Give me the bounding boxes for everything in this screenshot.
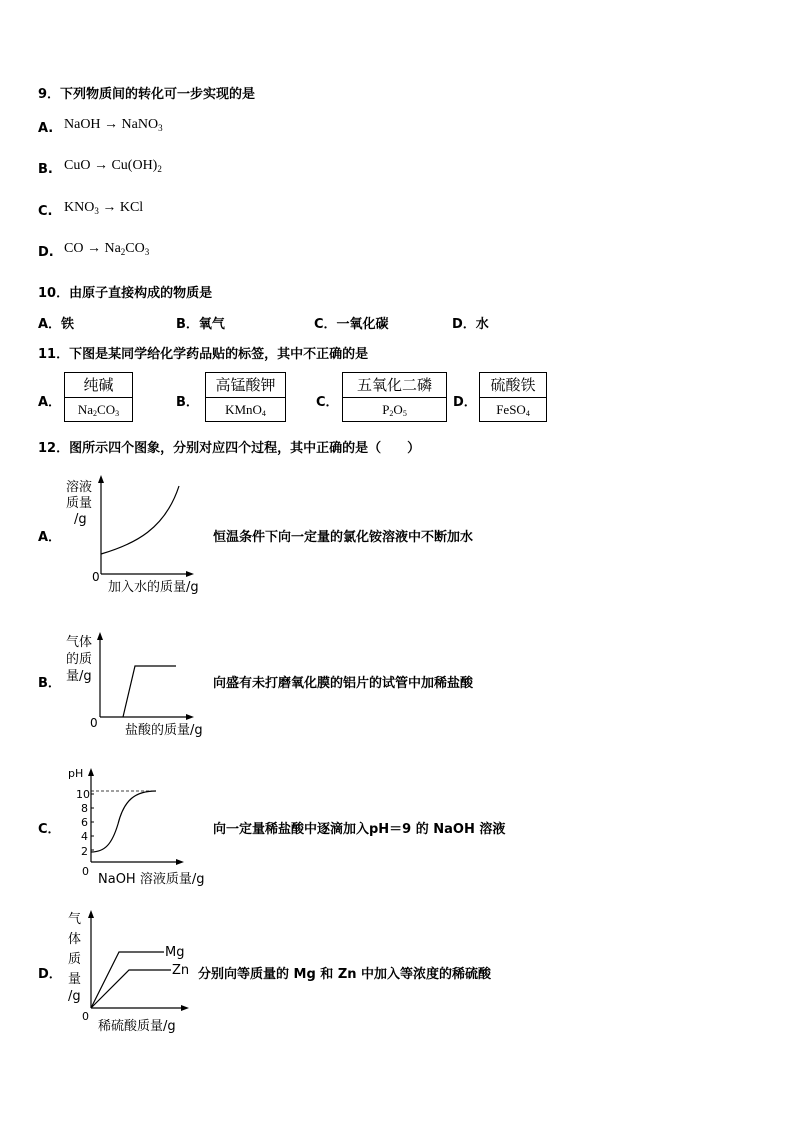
graph-a-ylabel-1: 溶液 [66,480,93,495]
q11-letter-d: D． [453,395,477,410]
graph-c-ylabel: pH [68,767,84,780]
q9-option-a-letter: A. [38,121,54,136]
graph-d-ylabel-3: 质 [68,952,82,967]
q9-option-d-letter: D. [38,245,54,260]
q9-option-a-formula: NaOH → NaNO$_3$ [64,117,163,133]
q9-option-b-letter: B. [38,162,53,177]
q9-option-d-formula: CO → $Na_2CO_3$ [64,241,150,257]
graph-c-origin: 0 [82,865,89,878]
graph-d-ylabel-5: /g [68,989,81,1004]
q12-letter-c: C． [38,822,61,837]
graph-a-xlabel: 加入水的质量/g [108,580,199,595]
graph-b-origin: 0 [90,716,98,730]
graph-c-ytick-2: 2 [81,845,88,858]
q12-desc-d: 分别向等质量的 Mg 和 Zn 中加入等浓度的稀硫酸 [198,967,492,982]
q10-option-a: A．铁 [38,317,75,332]
q11-label-a [64,372,133,422]
q11-stem: 11．下图是某同学给化学药品贴的标签，其中不正确的是 [38,347,369,362]
graph-c-xlabel: NaOH 溶液质量/g [98,872,205,887]
graph-d-ylabel-2: 体 [68,932,82,947]
graph-c-ytick-10: 10 [76,788,90,801]
graph-c-ytick-4: 4 [81,830,88,843]
q11-label-c [342,372,447,422]
q12-desc-a: 恒温条件下向一定量的氯化铵溶液中不断加水 [213,530,474,545]
label-formula: KMnO$_4$ [225,402,266,418]
q12-stem: 12．图所示四个图象，分别对应四个过程，其中正确的是（ ） [38,441,421,456]
graph-d-xlabel: 稀硫酸质量/g [98,1019,176,1034]
q12-graph-b [60,630,220,742]
label-name: 高锰酸钾 [206,373,285,398]
q11-letter-b: B． [176,395,199,410]
graph-b-xlabel: 盐酸的质量/g [125,723,203,738]
label-name: 硫酸铁 [480,373,546,398]
q12-graph-d [60,908,200,1038]
q10-option-c: C．一氧化碳 [314,317,389,332]
q12-graph-c [60,764,220,890]
q10-option-d: D．水 [452,317,489,332]
q11-label-d [479,372,547,422]
graph-d-series-mg: Mg [165,945,185,960]
q12-graph-a [60,474,220,600]
q10-option-b: B．氧气 [176,317,225,332]
q12-desc-b: 向盛有未打磨氧化膜的铝片的试管中加稀盐酸 [213,676,474,691]
q10-stem: 10．由原子直接构成的物质是 [38,286,213,301]
q12-letter-a: A． [38,530,62,545]
q9-option-b-formula: CuO → $Cu(OH)_2$ [64,158,162,174]
graph-d-ylabel-1: 气 [68,912,82,927]
graph-a-ylabel-2: 质量 [66,496,93,511]
graph-d-ylabel-4: 量 [68,972,82,987]
graph-a-origin: 0 [92,570,100,584]
label-formula: $Na_2CO_3$ [77,402,120,418]
graph-d-series-zn: Zn [172,963,190,978]
q11-letter-c: C． [316,395,339,410]
graph-b-ylabel-3: 量/g [66,669,92,684]
label-formula: $P_2O_5$ [382,402,407,418]
graph-c-ytick-8: 8 [81,802,88,815]
q12-desc-c: 向一定量稀盐酸中逐滴加入pH＝9 的 NaOH 溶液 [213,822,506,837]
graph-c-ytick-6: 6 [81,816,88,829]
q12-letter-b: B． [38,676,61,691]
q11-label-b [205,372,286,422]
graph-b-ylabel-2: 的质 [66,652,93,667]
label-name: 纯碱 [65,373,132,398]
graph-b-ylabel-1: 气体 [66,635,93,650]
q12-letter-d: D． [38,967,62,982]
q9-option-c-formula: $KNO_3$ → KCl [64,200,144,216]
label-name: 五氧化二磷 [343,373,446,398]
graph-d-origin: 0 [82,1010,89,1023]
q9-stem: 9．下列物质间的转化可一步实现的是 [38,87,256,102]
graph-a-ylabel-3: /g [74,512,87,527]
q9-option-c-letter: C. [38,204,53,219]
label-formula: FeSO$_4$ [496,402,530,418]
q11-letter-a: A． [38,395,62,410]
